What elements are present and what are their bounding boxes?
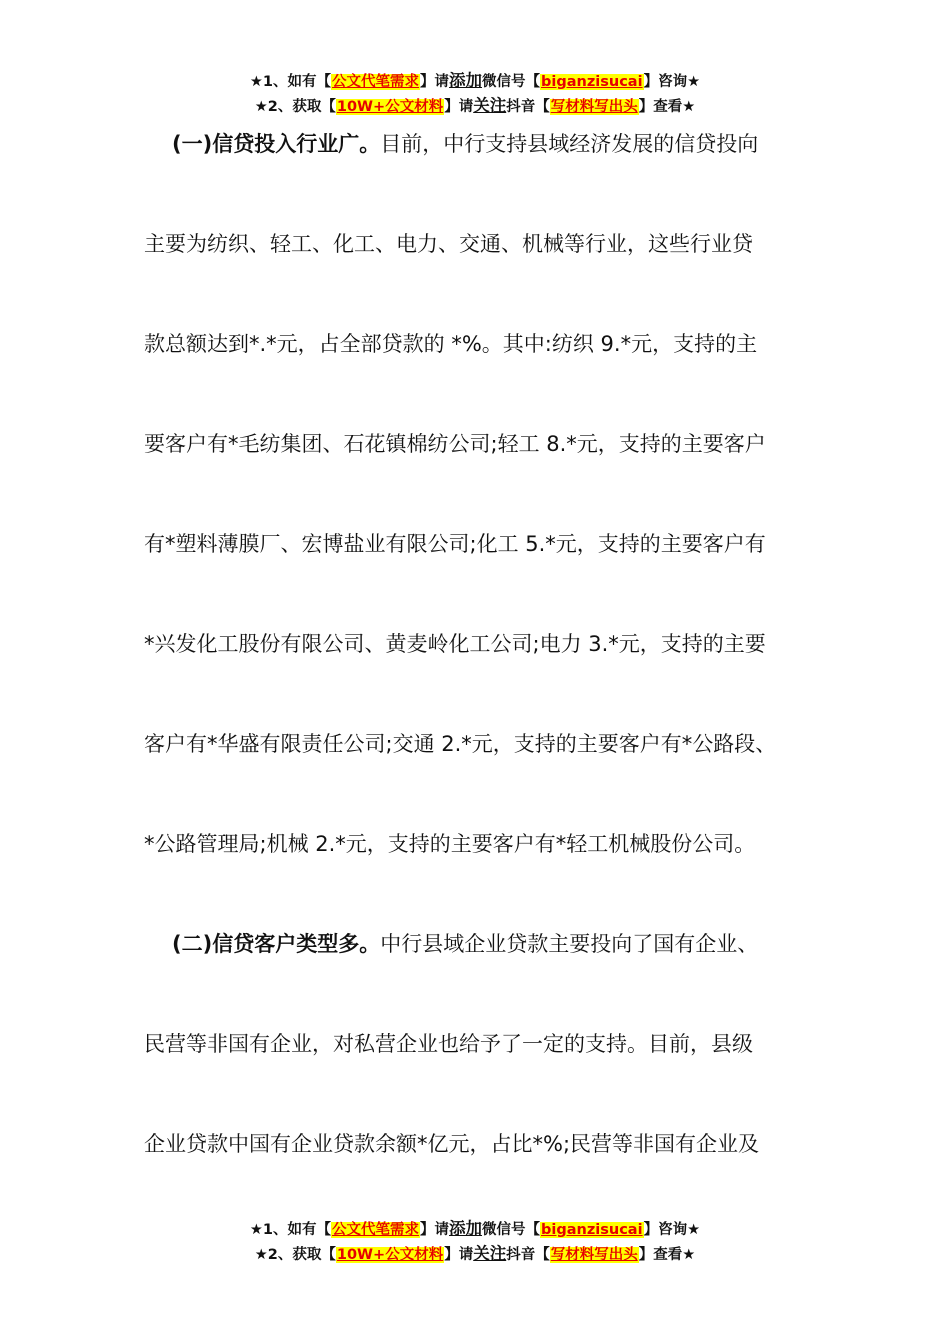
paragraph-1-line: 要客户有*毛纺集团、石花镇棉纺公司;轻工 8.*元，支持的主要客户 <box>144 432 766 456</box>
highlight-materials: 10W+公文材料 <box>336 99 444 115</box>
paragraph-1-line: 款总额达到*.*元，占全部贷款的 *%。其中:纺织 9.*元，支持的主 <box>144 332 758 356</box>
document-body <box>144 122 808 1222</box>
banner-line-1: ★1、如有【公文代笔需求】请添加微信号【biganzisucai】咨询★ <box>249 1219 701 1238</box>
highlight-materials: 10W+公文材料 <box>336 1247 444 1263</box>
paragraph-2-line: 企业贷款中国有企业贷款余额*亿元，占比*%;民营等非国有企业及 <box>144 1132 760 1156</box>
highlight-wechat-id: biganzisucai <box>541 1222 643 1238</box>
paragraph-1-line: 主要为纺织、轻工、化工、电力、交通、机械等行业，这些行业贷 <box>144 232 753 256</box>
paragraph-2-heading: (二)信贷客户类型多。 <box>172 932 381 956</box>
footer-banner <box>0 1217 950 1267</box>
paragraph-2-line: 民营等非国有企业，对私营企业也给予了一定的支持。目前，县级 <box>144 1032 753 1056</box>
paragraph-2-first-line: (二)信贷客户类型多。中行县域企业贷款主要投向了国有企业、 <box>172 932 759 956</box>
banner-line-1: ★1、如有【公文代笔需求】请添加微信号【biganzisucai】咨询★ <box>249 71 701 90</box>
paragraph-1-line: 客户有*华盛有限责任公司;交通 2.*元，支持的主要客户有*公路段、 <box>144 732 777 756</box>
highlight-wechat-id: biganzisucai <box>541 74 643 90</box>
paragraph-1-heading: (一)信贷投入行业广。 <box>172 132 381 156</box>
highlight-douyin-account: 写材料写出头 <box>550 99 638 115</box>
header-banner <box>0 69 950 119</box>
paragraph-1-line: *公路管理局;机械 2.*元，支持的主要客户有*轻工机械股份公司。 <box>144 832 756 856</box>
paragraph-1-first-line: (一)信贷投入行业广。目前，中行支持县域经济发展的信贷投向 <box>172 132 759 156</box>
paragraph-1-line: *兴发化工股份有限公司、黄麦岭化工公司;电力 3.*元，支持的主要 <box>144 632 766 656</box>
emphasis-add: 添加 <box>449 71 483 90</box>
emphasis-follow: 关注 <box>473 96 507 115</box>
highlight-service: 公文代笔需求 <box>332 74 420 90</box>
emphasis-add: 添加 <box>449 1219 483 1238</box>
highlight-douyin-account: 写材料写出头 <box>550 1247 638 1263</box>
banner-line-2: ★2、获取【10W+公文材料】请关注抖音【写材料写出头】查看★ <box>254 96 696 115</box>
emphasis-follow: 关注 <box>473 1244 507 1263</box>
paragraph-1-line: 有*塑料薄膜厂、宏博盐业有限公司;化工 5.*元，支持的主要客户有 <box>144 532 766 556</box>
banner-line-2: ★2、获取【10W+公文材料】请关注抖音【写材料写出头】查看★ <box>254 1244 696 1263</box>
highlight-service: 公文代笔需求 <box>332 1222 420 1238</box>
